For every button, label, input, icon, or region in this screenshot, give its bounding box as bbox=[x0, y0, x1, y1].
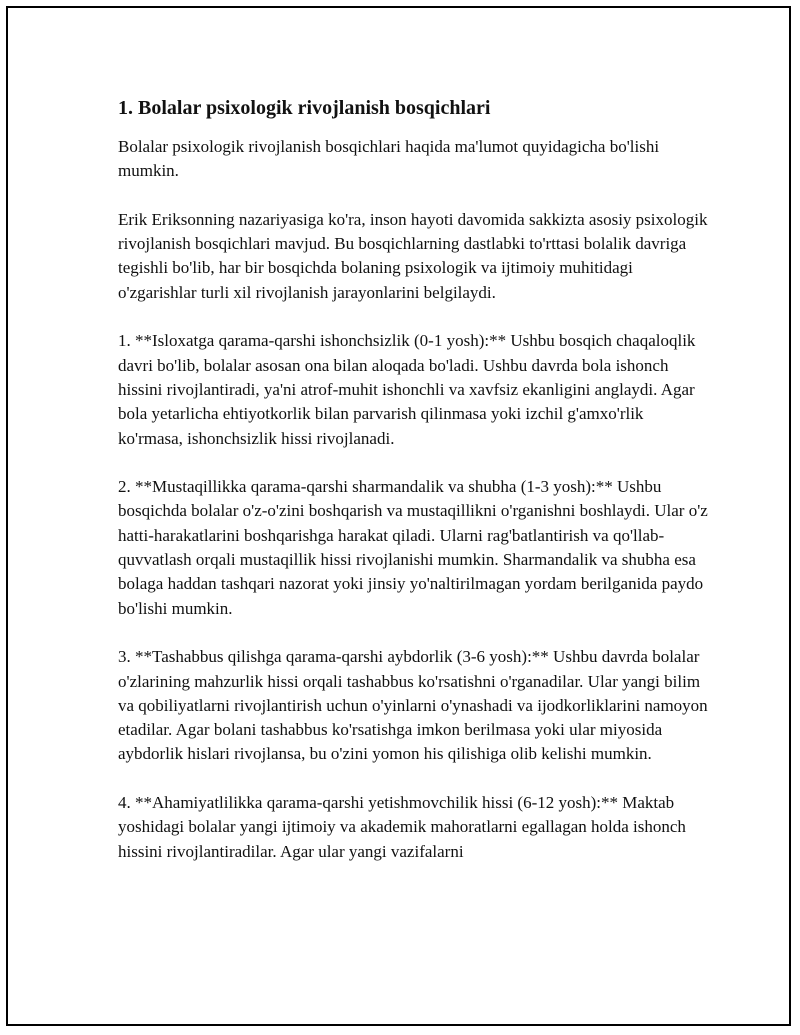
intro-paragraph: Bolalar psixologik rivojlanish bosqichlari haqida ma'lumot quyidagicha bo'lishi mumkin. bbox=[118, 137, 660, 181]
section-heading: 1. Bolalar psixologik rivojlanish bosqichlari bbox=[118, 97, 491, 119]
stage-2-paragraph: 2. **Mustaqillikka qarama-qarshi sharmandalik va shubha (1-3 yosh):** Ushbu bosqichda bolalar o'z-o'zini boshqarish va mustaqillikni o'rganishni boshlaydi. Ular o'z hatti-harakatlarini boshqarishga harakat qiladi. Ularni rag'batlantirish va qo'llab-quvvatlash orqali mustaqillik hissi rivojlanishi mumkin. Sharmandalik va shubha esa bolaga haddan tashqari nazorat yoki jinsiy yo'naltirilmagan yordam berilganida paydo bo'lishi mumkin. bbox=[118, 477, 708, 618]
erikson-paragraph: Erik Eriksonning nazariyasiga ko'ra, inson hayoti davomida sakkizta asosiy psixologik rivojlanish bosqichlari mavjud. Bu bosqichlarning dastlabki to'rttasi bolalik davriga tegishli bo'lib, har bir bosqichda bolaning psixologik va ijtimoiy muhitidagi o'zgarishlar turli xil rivojlanish jarayonlarini belgilaydi. bbox=[118, 209, 708, 302]
document-body bbox=[118, 96, 708, 888]
stage-4-paragraph: 4. **Ahamiyatlilikka qarama-qarshi yetishmovchilik hissi (6-12 yosh):** Maktab yoshidagi bolalar yangi ijtimoiy va akademik mahoratlarni egallagan holda ishonch hissini rivojlantiradilar. Agar ular yangi vazifalarni bbox=[118, 793, 686, 861]
stage-3-paragraph: 3. **Tashabbus qilishga qarama-qarshi aybdorlik (3-6 yosh):** Ushbu davrda bolalar o'zlarining mahzurlik hissi orqali tashabbus ko'rsatishni o'rganadilar. Ular yangi bilim va qobiliyatlarni rivojlantirish uchun o'yinlarni o'ynashadi va ijodkorliklarini namoyon etadilar. Agar bolani tashabbus ko'rsatishga imkon berilmasa yoki ular miyosida aybdorlik hislari rivojlansa, bu o'zini yomon his qilishiga olib kelishi mumkin. bbox=[118, 647, 708, 764]
document-page bbox=[6, 6, 791, 1026]
stage-1-paragraph: 1. **Isloxatga qarama-qarshi ishonchsizlik (0-1 yosh):** Ushbu bosqich chaqaloqlik davri bo'lib, bolalar asosan ona bilan aloqada bo'ladi. Ushbu davrda bola ishonch hissini rivojlantiradi, ya'ni atrof-muhit ishonchli va xavfsiz ekanligini anglaydi. Agar bola yetarlicha ehtiyotkorlik bilan parvarish qilinmasa yoki izchil g'amxo'rlik ko'rmasa, ishonchsizlik hissi rivojlanadi. bbox=[118, 331, 696, 448]
